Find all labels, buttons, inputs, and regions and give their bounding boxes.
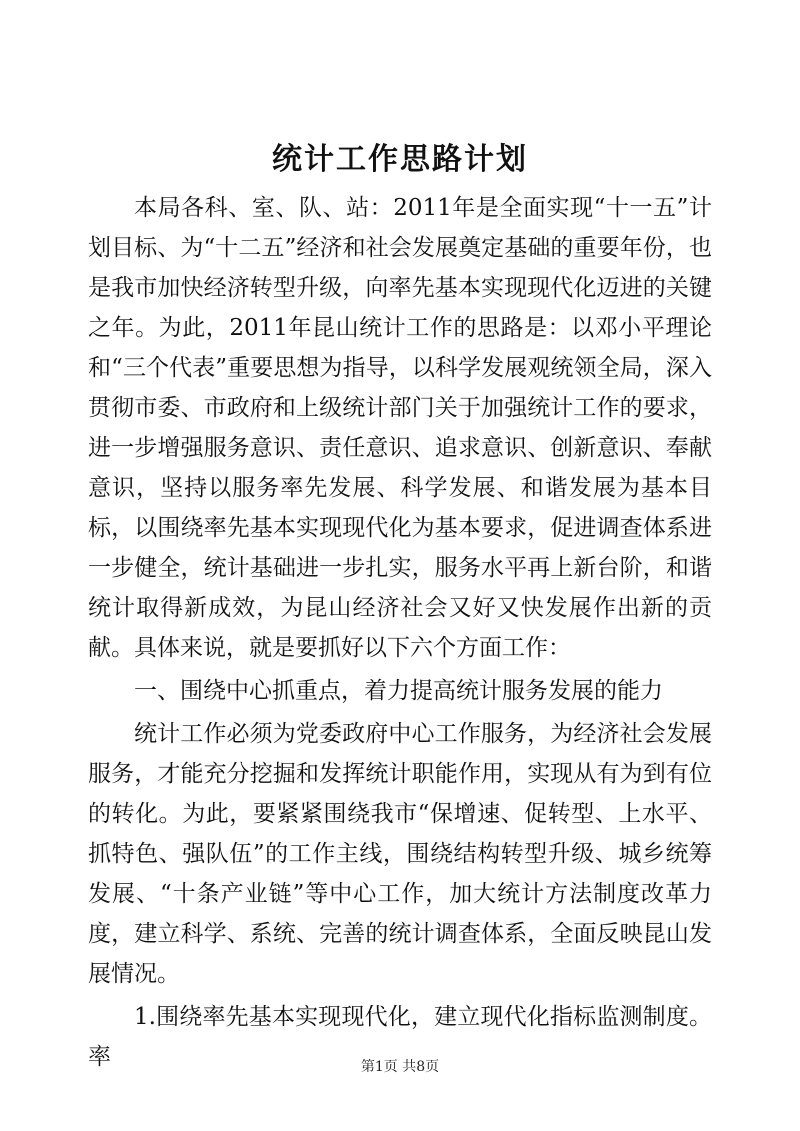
document-body (88, 188, 712, 1080)
paragraph-intro: 本局各科、室、队、站：2011年是全面实现“十一五”计划目标、为“十二五”经济和社会发展奠定基础的重要年份，也是我市加快经济转型升级，向率先基本实现现代化迈进的关键之年。为此，2011年昆山统计工作的思路是：以邓小平理论和“三个代表”重要思想为指导，以科学发展观统领全局，深入贯彻市委、市政府和上级统计部门关于加强统计工作的要求，进一步增强服务意识、责任意识、追求意识、创新意识、奉献意识，坚持以服务率先发展、科学发展、和谐发展为基本目标，以围绕率先基本实现现代化为基本要求，促进调查体系进一步健全，统计基础进一步扎实，服务水平再上新台阶，和谐统计取得新成效，为昆山经济社会又好又快发展作出新的贡献。具体来说，就是要抓好以下六个方面工作： (88, 195, 712, 661)
paragraph-section-1: 统计工作必须为党委政府中心工作服务，为经济社会发展服务，才能充分挖掘和发挥统计职能作用，实现从有为到有位的转化。为此，要紧紧围绕我市“保增速、促转型、上水平、抓特色、强队伍”的工作主线，围绕结构转型升级、城乡统筹发展、“十条产业链”等中心工作，加大统计方法制度改革力度，建立科学、系统、完善的统计调查体系，全面反映昆山发展情况。 (88, 721, 712, 987)
page-footer: 第1页 共8页 (360, 1059, 440, 1075)
section-heading-1: 一、围绕中心抓重点，着力提高统计服务发展的能力 (134, 678, 663, 704)
document-title: 统计工作思路计划 (272, 142, 528, 177)
list-item-1: 1.围绕率先基本实现现代化，建立现代化指标监测制度。率 (88, 1004, 712, 1070)
